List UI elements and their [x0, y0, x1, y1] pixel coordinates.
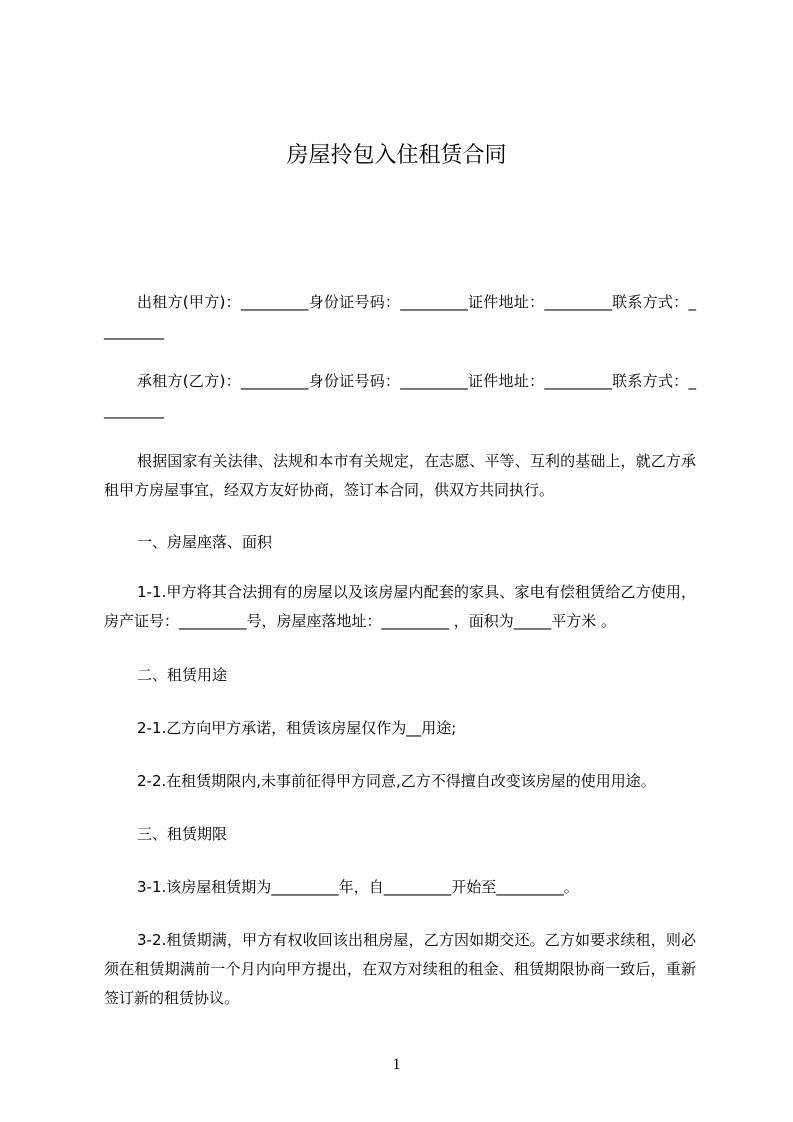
section-heading-use: 二、租赁用途: [137, 666, 228, 684]
section-heading-premises: 一、房屋座落、面积: [137, 533, 273, 551]
preamble-paragraph: 根据国家有关法律、法规和本市有关规定，在志愿、平等、互利的基础上，就乙方承租甲方房屋事宜，经双方友好协商，签订本合同，供双方共同执行。: [104, 452, 696, 499]
clause-2-2: 2-2.在租赁期限内,未事前征得甲方同意,乙方不得擅自改变该房屋的使用用途。: [137, 772, 656, 790]
clause-3-1: 3-1.该房屋租赁期为_________年，自_________开始至_________。: [137, 878, 579, 896]
clause-3-2: 3-2.租赁期满，甲方有权收回该出租房屋，乙方因如期交还。乙方如要求续租，则必须在租赁期满前一个月内向甲方提出，在双方对续租的租金、租赁期限协商一致后，重新签订新的租赁协议。: [104, 931, 696, 1007]
section-heading-term: 三、租赁期限: [137, 825, 228, 843]
page-number: 1: [392, 1056, 401, 1073]
lessor-info: 出租方(甲方)：_________身份证号码：_________证件地址：_________联系方式：_________: [104, 293, 696, 340]
clause-2-1: 2-1.乙方向甲方承诺，租赁该房屋仅作为__用途;: [137, 719, 457, 737]
lessee-info: 承租方(乙方)：_________身份证号码：_________证件地址：_________联系方式：_________: [104, 372, 696, 419]
document-title: 房屋拎包入住租赁合同: [286, 143, 507, 168]
clause-1-1: 1-1.甲方将其合法拥有的房屋以及该房屋内配套的家具、家电有偿租赁给乙方使用，房产证号：_________号，房屋座落地址：_________ ，面积为_____平方米 。: [104, 583, 696, 630]
